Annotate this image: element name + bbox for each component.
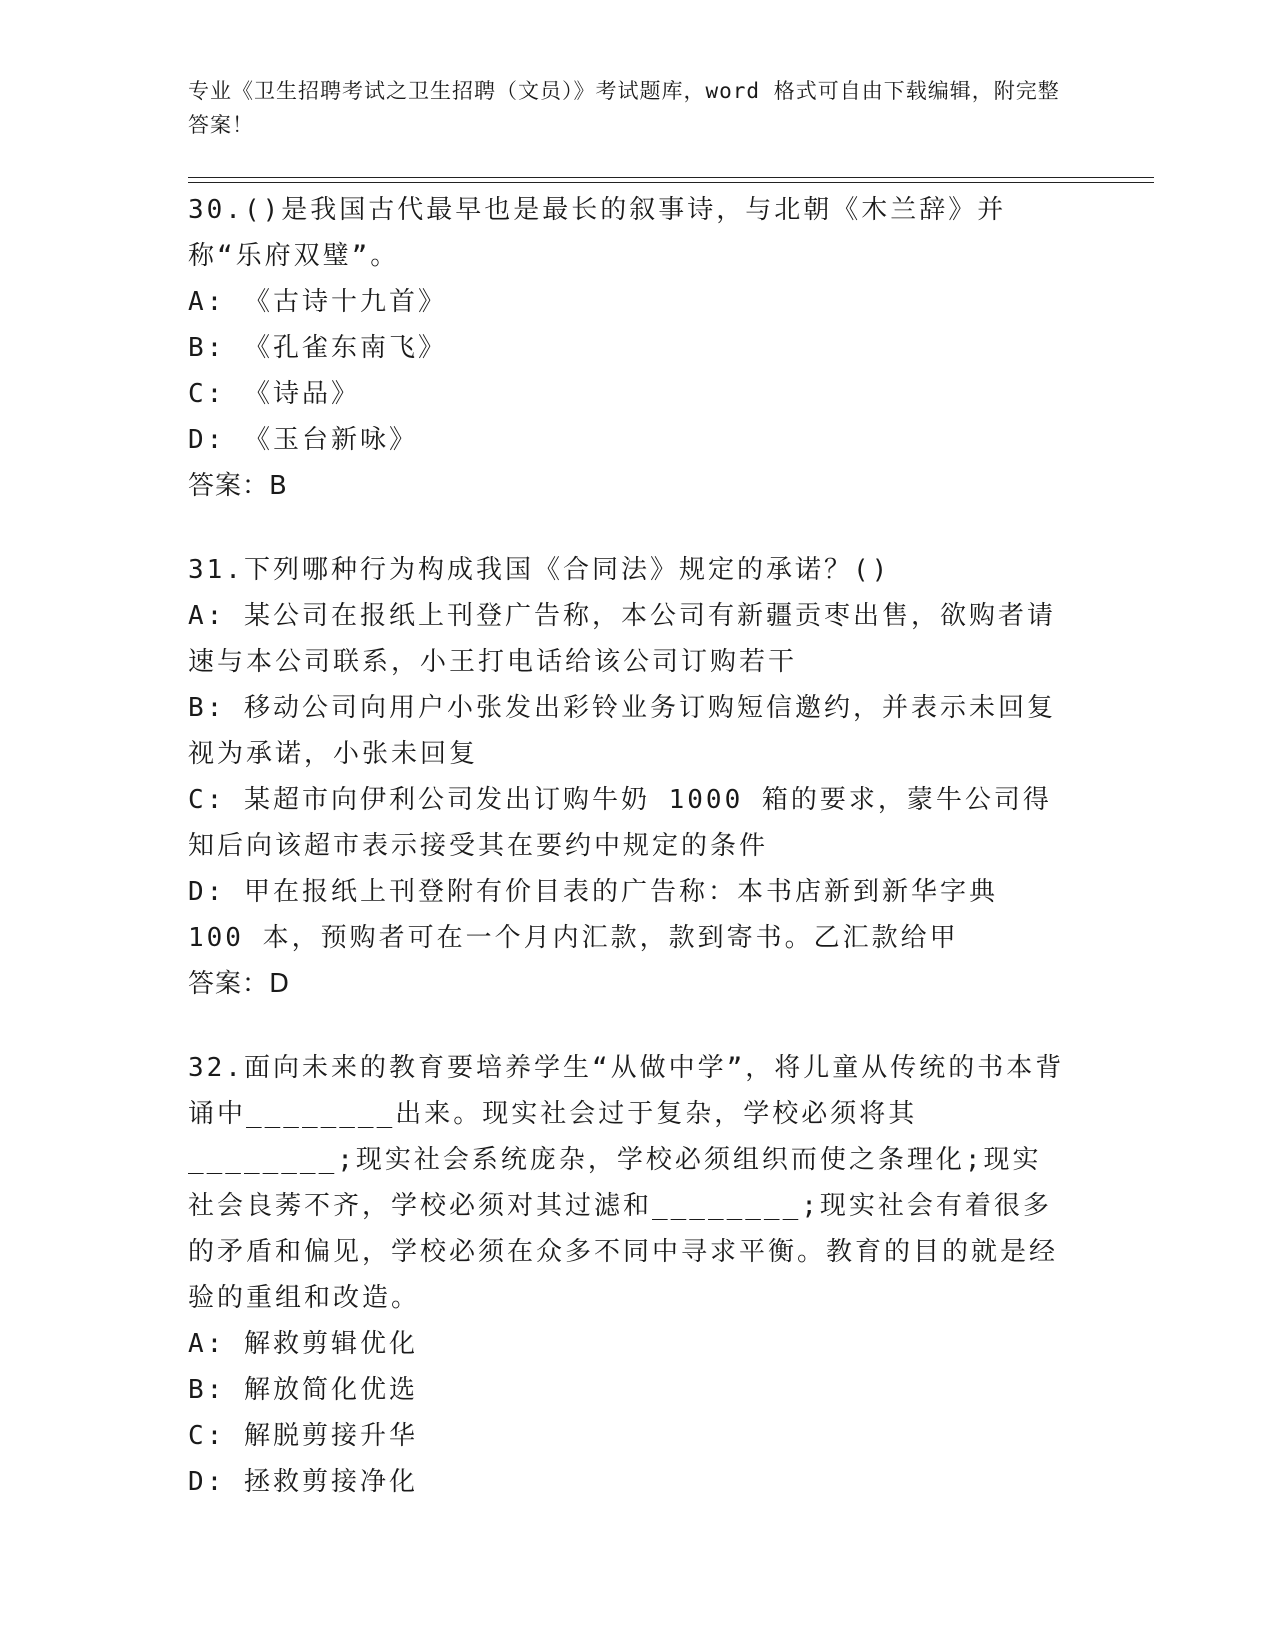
question-31: [188, 547, 1068, 1007]
option-b: B: 移动公司向用户小张发出彩铃业务订购短信邀约，并表示未回复视为承诺，小张未回复: [188, 693, 1056, 769]
header-divider-top: [188, 177, 1154, 178]
option-c: C: 某超市向伊利公司发出订购牛奶 1000 箱的要求，蒙牛公司得知后向该超市表示接受其在要约中规定的条件: [188, 785, 1052, 861]
question-30: [188, 187, 1068, 509]
question-stem: 31.下列哪种行为构成我国《合同法》规定的承诺？(): [188, 555, 891, 585]
option-d: D: 拯救剪接净化: [188, 1467, 418, 1497]
question-stem: 30.()是我国古代最早也是最长的叙事诗，与北朝《木兰辞》并称“乐府双璧”。: [188, 195, 1007, 271]
document-header: 专业《卫生招聘考试之卫生招聘（文员）》考试题库，word 格式可自由下载编辑，附完整答案！: [188, 79, 1060, 137]
option-d: D: 《玉台新咏》: [188, 425, 418, 455]
option-d: D: 甲在报纸上刊登附有价目表的广告称：本书店新到新华字典 100 本，预购者可在一个月内汇款，款到寄书。乙汇款给甲: [188, 877, 998, 953]
option-c: C: 《诗品》: [188, 379, 360, 409]
option-a: A: 某公司在报纸上刊登广告称，本公司有新疆贡枣出售，欲购者请速与本公司联系，小王打电话给该公司订购若干: [188, 601, 1056, 677]
question-32: [188, 1045, 1068, 1505]
option-c: C: 解脱剪接升华: [188, 1421, 418, 1451]
option-b: B: 《孔雀东南飞》: [188, 333, 447, 363]
header-divider-bottom: [188, 182, 1154, 183]
option-a: A: 解救剪辑优化: [188, 1329, 418, 1359]
option-a: A: 《古诗十九首》: [188, 287, 447, 317]
question-stem: 32.面向未来的教育要培养学生“从做中学”，将儿童从传统的书本背诵中________出来。现实社会过于复杂，学校必须将其________;现实社会系统庞杂，学校必须组织而使之条理化;现实社会良莠不齐，学校必须对其过滤和________;现实社会有着很多的矛盾和偏见，学校必须在众多不同中寻求平衡。教育的目的就是经验的重组和改造。: [188, 1053, 1065, 1313]
option-b: B: 解放简化优选: [188, 1375, 418, 1405]
question-list: [188, 187, 1068, 1543]
answer-line: 答案：D: [188, 969, 291, 999]
answer-line: 答案：B: [188, 471, 288, 501]
